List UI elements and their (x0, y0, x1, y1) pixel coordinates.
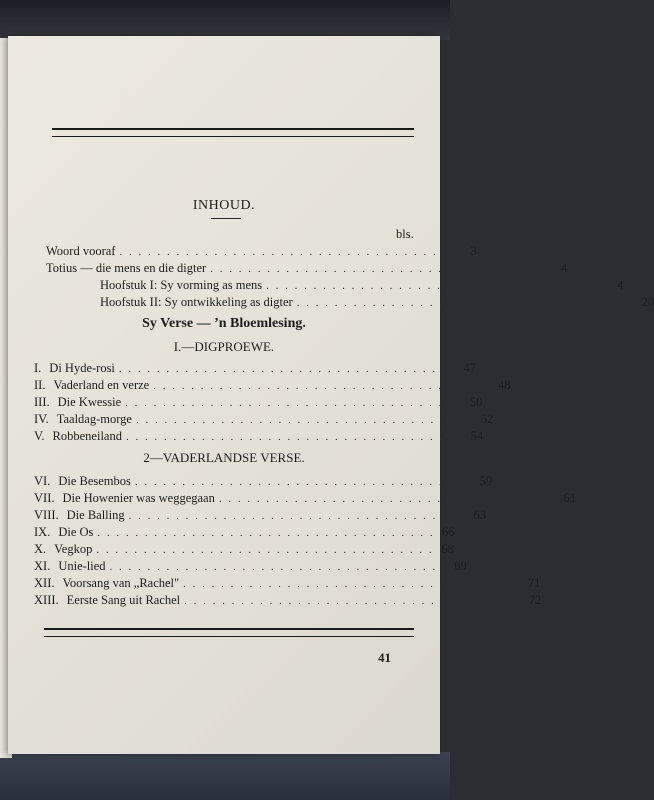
page-number: 41 (378, 650, 391, 665)
toc-entry: Woord vooraf . . . . . . . . . . . . . . . . . . . . . . . . . . . . . . . . . . . . 3 (46, 244, 477, 258)
toc-entry: XII. Voorsang van „Rachel" . . . . . . . . . . . . . . . . . . . . . . . . . . . . . . . . . . . . 71 (34, 576, 541, 590)
toc-entry: II. Vaderland en verze . . . . . . . . . . . . . . . . . . . . . . . . . . . . . . . . . . . . 48 (34, 378, 511, 392)
toc-entry: Hoofstuk II: Sy ontwikkeling as digter . . . . . . . . . . . . . . . . . . . . . . . . . . . . . . . . . . . . 20 (100, 295, 654, 309)
toc-entry: VIII. Die Balling . . . . . . . . . . . . . . . . . . . . . . . . . . . . . . . . . . . . 63 (34, 508, 486, 522)
section-heading: I.—DIGPROEWE. (173, 339, 275, 354)
toc-entry: XI. Unie-lied . . . . . . . . . . . . . . . . . . . . . . . . . . . . . . . . . . . . 69 (34, 559, 467, 573)
title-underline (211, 218, 241, 219)
top-double-rule (52, 128, 414, 137)
section-heading: 2—VADERLANDSE VERSE. (143, 450, 305, 465)
toc-entry: I. Di Hyde-rosi . . . . . . . . . . . . . . . . . . . . . . . . . . . . . . . . . . . . 47 (34, 361, 477, 375)
toc-entry: XIII. Eerste Sang uit Rachel . . . . . . . . . . . . . . . . . . . . . . . . . . . . . . . . . . . . 72 (34, 593, 542, 607)
bottom-double-rule (44, 628, 414, 637)
anthology-heading: Sy Verse — ’n Bloemlesing. (142, 316, 306, 331)
toc-entry: IV. Taaldag-morge . . . . . . . . . . . . . . . . . . . . . . . . . . . . . . . . . . . . 52 (34, 412, 494, 426)
toc-entry: X. Vegkop . . . . . . . . . . . . . . . . . . . . . . . . . . . . . . . . . . . . 68 (34, 542, 454, 556)
toc-entry: VI. Die Besembos . . . . . . . . . . . . . . . . . . . . . . . . . . . . . . . . . . . . 59 (34, 474, 493, 488)
toc-entry: VII. Die Howenier was weggegaan . . . . . . . . . . . . . . . . . . . . . . . . . . . . . . . . . . . . 61 (34, 491, 577, 505)
toc-entry: IX. Die Os . . . . . . . . . . . . . . . . . . . . . . . . . . . . . . . . . . . . 66 (34, 525, 455, 539)
toc-entry: Hoofstuk I: Sy vorming as mens . . . . . . . . . . . . . . . . . . . . . . . . . . . . . . . . . . . . 4 (100, 278, 624, 292)
page-title: INHOUD. (192, 198, 256, 213)
toc-entry: III. Die Kwessie . . . . . . . . . . . . . . . . . . . . . . . . . . . . . . . . . . . . 50 (34, 395, 483, 409)
background-top (0, 0, 450, 40)
bls-label: bls. (396, 227, 414, 241)
book-page (8, 36, 654, 754)
background-bottom (0, 752, 450, 800)
toc-entry: V. Robbeneiland . . . . . . . . . . . . . . . . . . . . . . . . . . . . . . . . . . . . 54 (34, 429, 484, 443)
toc-entry: Totius — die mens en die digter . . . . . . . . . . . . . . . . . . . . . . . . . . . . . . . . . . . . 4 (46, 261, 568, 275)
